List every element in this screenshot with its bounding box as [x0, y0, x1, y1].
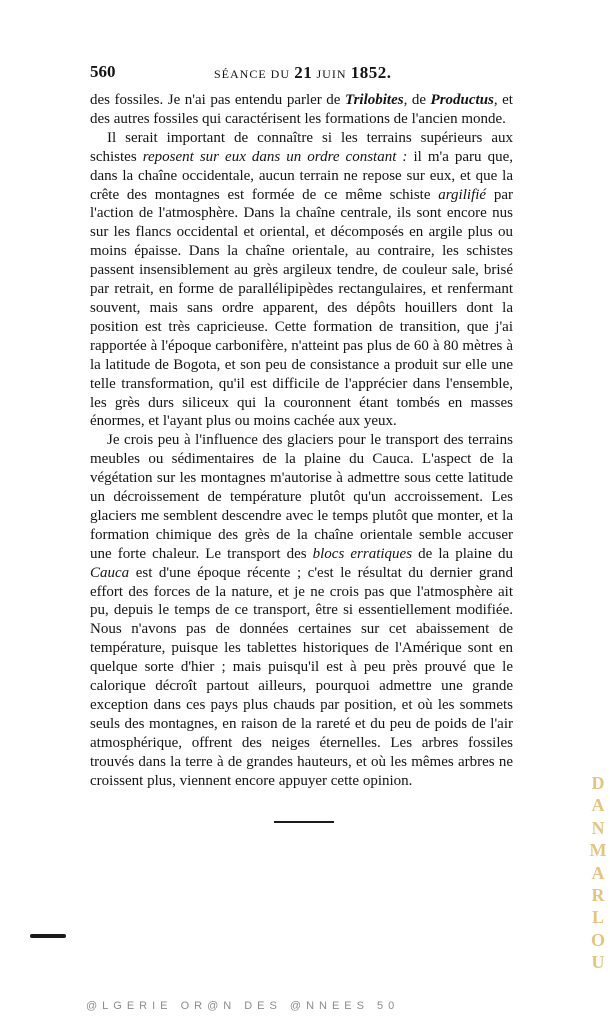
footer-watermark: @LGERIE OR@N DES @NNEES 50 — [86, 1000, 400, 1012]
vertical-watermark — [588, 772, 608, 974]
text-run: des fossiles. Je n'ai pas entendu parler de — [90, 92, 345, 108]
text-run: Je crois peu à l'influence des glaciers pour le transport des terrains meubles ou sédimentaires de la plaine du Cauca. L'aspect de la végétation sur les montagnes m'autorise à admettre sous cette latitude un décroissement de température plutôt qu'un accroissement. Les glaciers me semblent descendre avec le temps plutôt que monter, et la formation chimique des grès de la chaîne orientale semble accuser une forte chaleur. Le transport des — [90, 432, 513, 562]
watermark-letter: O — [590, 929, 605, 950]
text-run: est d'une époque récente ; c'est le résultat du dernier grand effort des forces de la nature, et je ne crois pas que l'atmosphère ait pu, depuis le temps de ce transport, être si essentiellement modifiée. Nous n'avons pas de données certaines sur cet abaissement de température, puisque les tablettes historiques de l'Amérique sont en quelque sorte d'hier ; mais puisqu'il est à peu près prouvé que le calorique décroît partout ailleurs, pourquoi admettre une grande exception dans ces pays plus chauds par position, et où les sommets seuls des montagnes, en raison de la rareté et du peu de poids de l'air atmosphérique, offrent des neiges éternelles. Les arbres fossiles trouvés dans la terre à de grandes hauteurs, et où les mêmes arbres ne croissent plus, viennent encore appuyer cette opinion. — [90, 564, 513, 789]
section-end-rule — [274, 821, 334, 823]
body-text — [90, 91, 513, 791]
text-run: de la plaine du — [412, 545, 513, 562]
text-run: , de — [403, 92, 431, 108]
watermark-letter: A — [591, 862, 605, 883]
running-head-month: JUIN — [316, 67, 347, 81]
watermark-letter: R — [591, 885, 605, 906]
page-header — [90, 62, 512, 84]
paragraph-2 — [90, 129, 513, 432]
italic-term: Productus — [430, 92, 494, 108]
italic-term: argilifié — [438, 186, 487, 203]
watermark-letter: N — [591, 817, 605, 838]
watermark-letter: U — [591, 952, 605, 973]
running-head — [214, 63, 392, 83]
running-head-prefix: SÉANCE DU — [214, 67, 291, 81]
page-number: 560 — [90, 62, 116, 81]
running-head-day: 21 — [294, 63, 313, 82]
watermark-letter: D — [591, 773, 605, 793]
watermark-letter: M — [589, 840, 607, 861]
text-run: il m'a paru que, dans la chaîne occidentale, aucun terrain ne repose sur eux, et que la crête des montagnes est formée de ce même schiste — [90, 148, 513, 203]
text-run: , et des autres fossiles qui caractérisent les formations de l'ancien monde. — [90, 92, 513, 127]
italic-phrase: reposent sur eux dans un ordre constant : — [142, 148, 408, 165]
watermark-letter: A — [591, 795, 605, 816]
text-run: Il serait important de connaître si les terrains supérieurs aux schistes — [90, 129, 513, 165]
watermark-letter: L — [591, 907, 604, 928]
italic-term: Trilobites — [344, 92, 404, 108]
paragraph-3 — [90, 431, 513, 790]
margin-ink-mark — [30, 934, 66, 938]
text-run: par l'action de l'atmosphère. Dans la chaîne centrale, ils sont encore nus sur les flancs occidental et oriental, et décomposés en argile plus ou moins épaisse. Dans la chaîne orientale, au contraire, les schistes passent insensiblement au grès argileux tendre, de couleur sale, brisé par retrait, en forme de parallélipipèdes rectangulaires, et renfermant souvent, mais sans ordre apparent, des dépôts houillers dont la position est très capricieuse. Cette formation de transition, que j'ai rapportée à l'époque carbonifère, n'atteint pas plus de 60 à 80 mètres à la latitude de Bogota, et son peu de consistance a produit sur elle une telle transformation, qu'il est difficile de l'apprécier dans l'ensemble, les grès durs siliceux qui la couronnent étant tombés en masses énormes, et l'ayant plus ou moins cachée aux yeux. — [90, 186, 514, 430]
running-head-year: 1852. — [350, 63, 392, 82]
italic-term: blocs erratiques — [312, 545, 413, 562]
paragraph-1 — [90, 91, 513, 129]
italic-term: Cauca — [90, 564, 130, 581]
